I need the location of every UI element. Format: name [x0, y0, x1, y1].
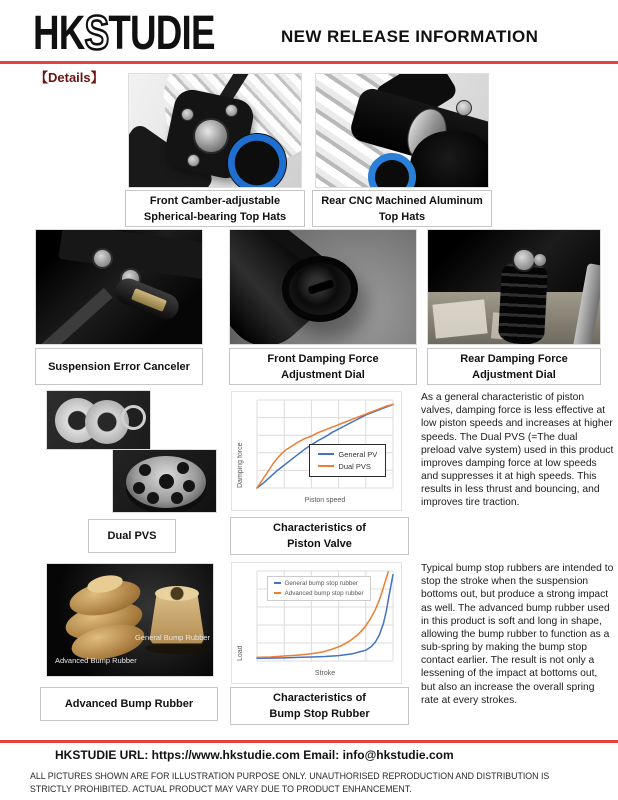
piston-hole-graphic [133, 482, 145, 494]
caption-line: Dual PVS [107, 530, 157, 542]
caption-rear-damping-dial [427, 348, 601, 385]
caption-dual-pvs [88, 519, 176, 553]
x-axis-label: Piston speed [304, 497, 346, 504]
x-axis-label: Stroke [314, 670, 336, 677]
photo-label-general: General Bump Rubber [135, 633, 211, 642]
light-patch-graphic [432, 299, 487, 338]
photo-label-advanced: Advanced Bump Rubber [55, 656, 137, 665]
header-divider [0, 61, 618, 64]
bump-rubber-plot [257, 571, 393, 661]
arm-highlight-graphic [35, 288, 112, 345]
adjuster-bolt-graphic [534, 254, 546, 266]
logo-suffix: TUDIE [108, 5, 215, 60]
bolt-graphic [225, 104, 238, 117]
piston-valve-chart [231, 391, 402, 511]
series-line-swatch [318, 465, 334, 467]
caption-line: Adjustment Dial [281, 368, 365, 381]
disclaimer-text: ALL PICTURES SHOWN ARE FOR ILLUSTRATION PURPOSE ONLY. UNAUTHORISED REPRODUCTION AND DISTRIBUTION IS STRICTLY PROHIBITED. ACTUAL PRODUCT MAY VARY DUE TO PRODUCT ENHANCEMENT. [30, 771, 550, 794]
caption-front-top-hat [125, 190, 305, 227]
series-line-swatch [318, 453, 334, 455]
caption-advanced-bump-rubber [40, 687, 218, 721]
caption-piston-valve-chart [230, 517, 409, 555]
caption-line: Top Hats [378, 210, 426, 223]
photo-valve-shims [46, 390, 151, 450]
caption-line: Front Damping Force [267, 352, 379, 365]
legend-entry [318, 462, 377, 471]
y-axis-label: Damping force [237, 442, 244, 488]
photo-front-damping-dial [229, 229, 417, 345]
chart-legend [309, 444, 386, 477]
caption-line: Rear Damping Force [460, 352, 568, 365]
legend-label: General bump stop rubber [284, 579, 359, 587]
bump-rubber-description: Typical bump stop rubbers are intended to stop the stroke when the suspension bottoms out, but produce a strong impact as well. The advanced bump rubber used in this product is soft and long in shape, allowing the bump rubber to function as a sub-spring by making the bump stop contact earlier. The result is not only a lessening of the impact at bottoms out, but also an increase the overall spring rate at every strokes. [421, 563, 614, 706]
photo-front-top-hat [128, 73, 302, 188]
caption-line: Bump Stop Rubber [269, 708, 370, 720]
bolt-graphic [92, 248, 113, 269]
piston-hole-graphic [171, 492, 183, 504]
bolt-graphic [456, 100, 472, 116]
logo-outlined-s: S [84, 5, 109, 60]
blue-collar-graphic [227, 133, 287, 188]
piston-hole-graphic [177, 462, 189, 474]
caption-line: Front Camber-adjustable [149, 194, 281, 207]
shadow-graphic [145, 642, 209, 654]
piston-hole-graphic [139, 464, 151, 476]
dust-boot-graphic [410, 131, 489, 188]
photo-piston-valve [112, 449, 217, 513]
caption-line: Characteristics of [273, 692, 366, 704]
bump-rubber-chart [231, 562, 402, 684]
piston-hole-graphic [159, 474, 174, 489]
piston-valve-plot [257, 400, 393, 488]
adjuster-knob-graphic [512, 248, 536, 272]
bolt-graphic [187, 154, 200, 167]
piston-hole-graphic [183, 480, 195, 492]
page-title: NEW RELEASE INFORMATION [281, 27, 539, 46]
caption-suspension-error-canceler [35, 348, 203, 385]
piston-hole-graphic [147, 492, 159, 504]
contact-line[interactable]: HKSTUDIE URL: https://www.hkstudie.com Email: info@hkstudie.com [55, 748, 454, 762]
legend-label: General PV [338, 449, 378, 459]
caption-front-damping-dial [229, 348, 417, 385]
series-line-swatch [274, 592, 281, 594]
legend-entry [318, 450, 377, 459]
caption-line: Adjustment Dial [472, 368, 556, 381]
caption-line: Advanced Bump Rubber [64, 698, 194, 710]
logo-prefix: HK [33, 5, 85, 60]
legend-entry [274, 590, 364, 597]
photo-bump-rubbers [46, 563, 214, 677]
photo-rear-damping-dial [427, 229, 601, 345]
legend-entry [274, 580, 364, 587]
legend-label: Dual PVS [338, 461, 371, 471]
caption-line: Rear CNC Machined Aluminum [321, 194, 483, 207]
caption-bump-rubber-chart [230, 687, 409, 725]
caption-line: Suspension Error Canceler [48, 360, 190, 373]
series-line-swatch [274, 582, 281, 584]
photo-suspension-error-canceler [35, 229, 203, 345]
photo-rear-top-hat [315, 73, 489, 188]
y-axis-label: Load [237, 645, 244, 661]
caption-rear-top-hat [312, 190, 492, 227]
general-bump-rubber-top-graphic [155, 586, 199, 601]
shim-ring-graphic [121, 405, 146, 430]
legend-label: Advanced bump stop rubber [284, 589, 364, 597]
details-label: 【Details】 [35, 70, 104, 85]
bolt-graphic [181, 108, 194, 121]
footer-divider [0, 740, 618, 743]
caption-line: Spherical-bearing Top Hats [143, 210, 287, 223]
hkstudie-logo [33, 4, 215, 61]
caption-line: Piston Valve [287, 538, 352, 550]
caption-line: Characteristics of [273, 522, 366, 534]
piston-valve-description: As a general characteristic of piston valves, damping force is less effective at low piston speeds and increases at higher speeds. The Dual PVS (=The dual preload valve system) used in this product improves damping force at low speeds and suppresses it at high speeds. This results in less thrust and bouncing, and improves tire traction. [421, 392, 614, 509]
chart-legend [267, 576, 371, 601]
bearing-hub-graphic [193, 118, 229, 154]
rubber-bellows-graphic [498, 261, 548, 345]
